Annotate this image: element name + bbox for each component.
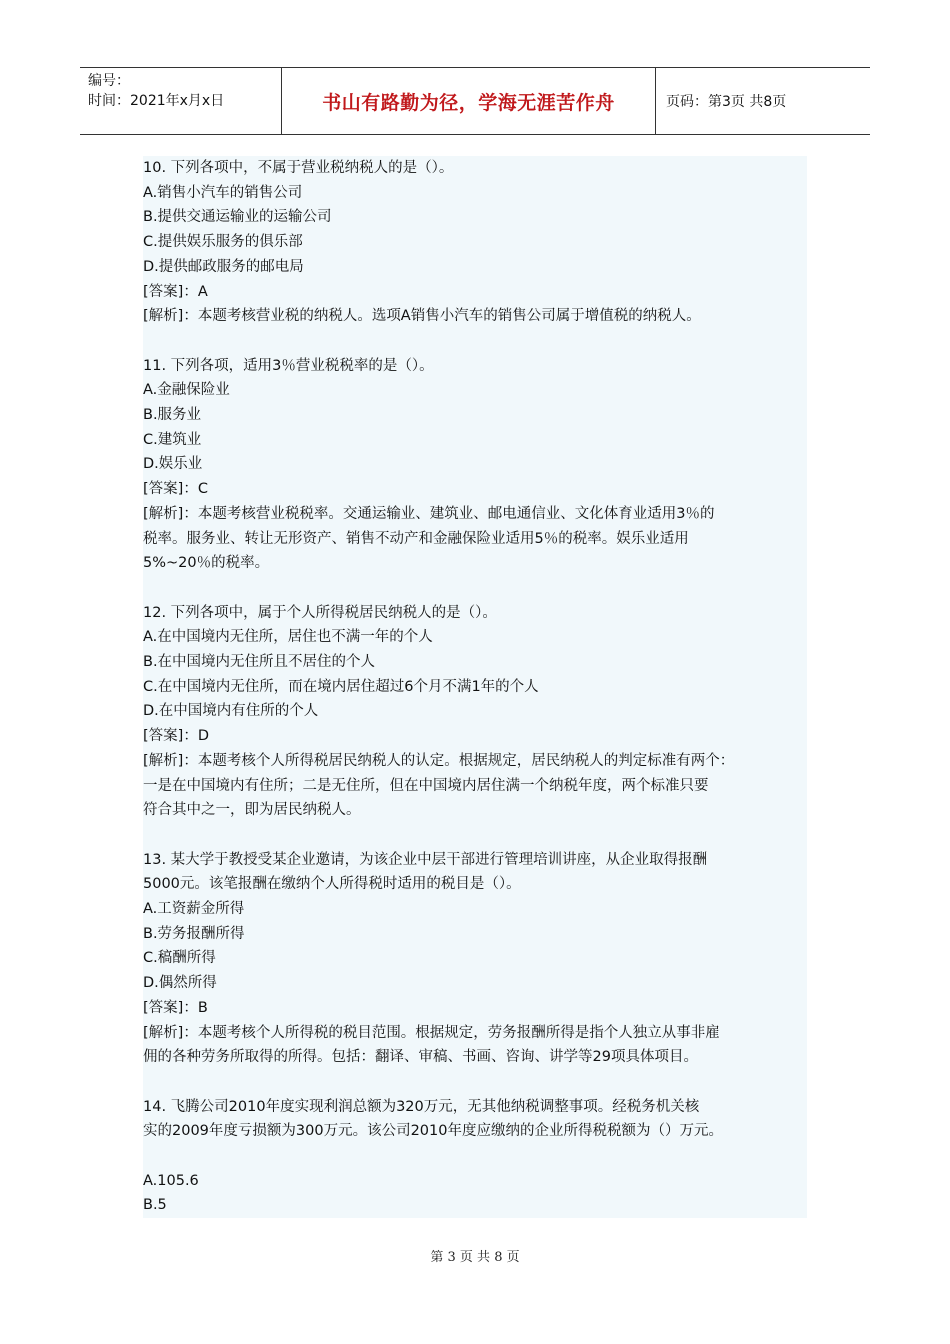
page-header (80, 67, 870, 135)
option-c: C.提供娱乐服务的俱乐部 (143, 234, 303, 251)
explanation-cont: 5%~20％的税率。 (143, 555, 270, 572)
option-c: C.建筑业 (143, 431, 202, 448)
option-b: B.提供交通运输业的运输公司 (143, 209, 332, 226)
question-line: 11. 下列各项，适用3％营业税税率的是（）。 (143, 357, 434, 374)
questions-content (143, 156, 807, 1218)
explanation-cont: 佣的各种劳务所取得的所得。包括：翻译、审稿、书画、咨询、讲学等29项具体项目。 (143, 1049, 698, 1066)
question-line-cont: 5000元。该笔报酬在缴纳个人所得税时适用的税目是（）。 (143, 876, 521, 893)
explanation-cont: 一是在中国境内有住所；二是无住所，但在中国境内居住满一个纳税年度，两个标准只要 (143, 777, 709, 794)
option-b: B.5 (143, 1197, 167, 1214)
question-line: 10. 下列各项中，不属于营业税纳税人的是（）。 (143, 160, 454, 176)
header-page-info: 页码：第3页 共8页 (666, 94, 787, 110)
question-line: 12. 下列各项中，属于个人所得税居民纳税人的是（）。 (143, 604, 497, 621)
option-a: A.工资薪金所得 (143, 901, 245, 918)
option-d: D.在中国境内有住所的个人 (143, 703, 319, 720)
option-c: C.稿酬所得 (143, 950, 216, 967)
option-a: A.105.6 (143, 1172, 199, 1189)
question-14 (143, 1095, 807, 1219)
explanation-cont: 税率。服务业、转让无形资产、销售不动产和金融保险业适用5％的税率。娱乐业适用 (143, 530, 689, 547)
blank-line (143, 1144, 807, 1169)
option-d: D.偶然所得 (143, 975, 217, 992)
option-c: C.在中国境内无住所，而在境内居住超过6个月不满1年的个人 (143, 678, 539, 695)
question-11 (143, 354, 807, 576)
question-10 (143, 156, 807, 329)
option-b: B.劳务报酬所得 (143, 925, 245, 942)
header-meta (80, 68, 282, 134)
answer: [答案]：D (143, 728, 209, 745)
document-number-label: 编号： (88, 73, 130, 89)
option-d: D.提供邮政服务的邮电局 (143, 258, 304, 275)
explanation: [解析]：本题考核个人所得税的税目范围。根据规定，劳务报酬所得是指个人独立从事非雇 (143, 1024, 720, 1041)
option-b: B.在中国境内无住所且不居住的个人 (143, 654, 376, 671)
option-a: A.销售小汽车的销售公司 (143, 184, 303, 201)
option-d: D.娱乐业 (143, 456, 203, 473)
explanation: [解析]：本题考核营业税税率。交通运输业、建筑业、邮电通信业、文化体育业适用3％的 (143, 505, 715, 522)
header-motto: 书山有路勤为径，学海无涯苦作舟 (282, 68, 656, 134)
question-12 (143, 601, 807, 823)
question-line: 14. 飞腾公司2010年度实现利润总额为320万元，无其他纳税调整事项。经税务机关核 (143, 1098, 700, 1115)
answer: [答案]：C (143, 481, 208, 498)
explanation-cont: 符合其中之一，即为居民纳税人。 (143, 802, 361, 819)
explanation: [解析]：本题考核个人所得税居民纳税人的认定。根据规定，居民纳税人的判定标准有两个： (143, 752, 735, 769)
option-b: B.服务业 (143, 407, 202, 424)
option-a: A.金融保险业 (143, 382, 230, 399)
document-time-label: 时间：2021年x月x日 (88, 93, 225, 109)
option-a: A.在中国境内无住所，居住也不满一年的个人 (143, 629, 433, 646)
page-footer: 第 3 页 共 8 页 (430, 1250, 520, 1265)
question-13 (143, 848, 807, 1070)
question-line-cont: 实的2009年度亏损额为300万元。该公司2010年度应缴纳的企业所得税税额为（）万元。 (143, 1123, 723, 1140)
answer: [答案]：A (143, 283, 208, 300)
question-line: 13. 某大学于教授受某企业邀请，为该企业中层干部进行管理培训讲座，从企业取得报酬 (143, 851, 708, 868)
answer: [答案]：B (143, 999, 208, 1016)
explanation: [解析]：本题考核营业税的纳税人。选项A销售小汽车的销售公司属于增值税的纳税人。 (143, 308, 701, 325)
